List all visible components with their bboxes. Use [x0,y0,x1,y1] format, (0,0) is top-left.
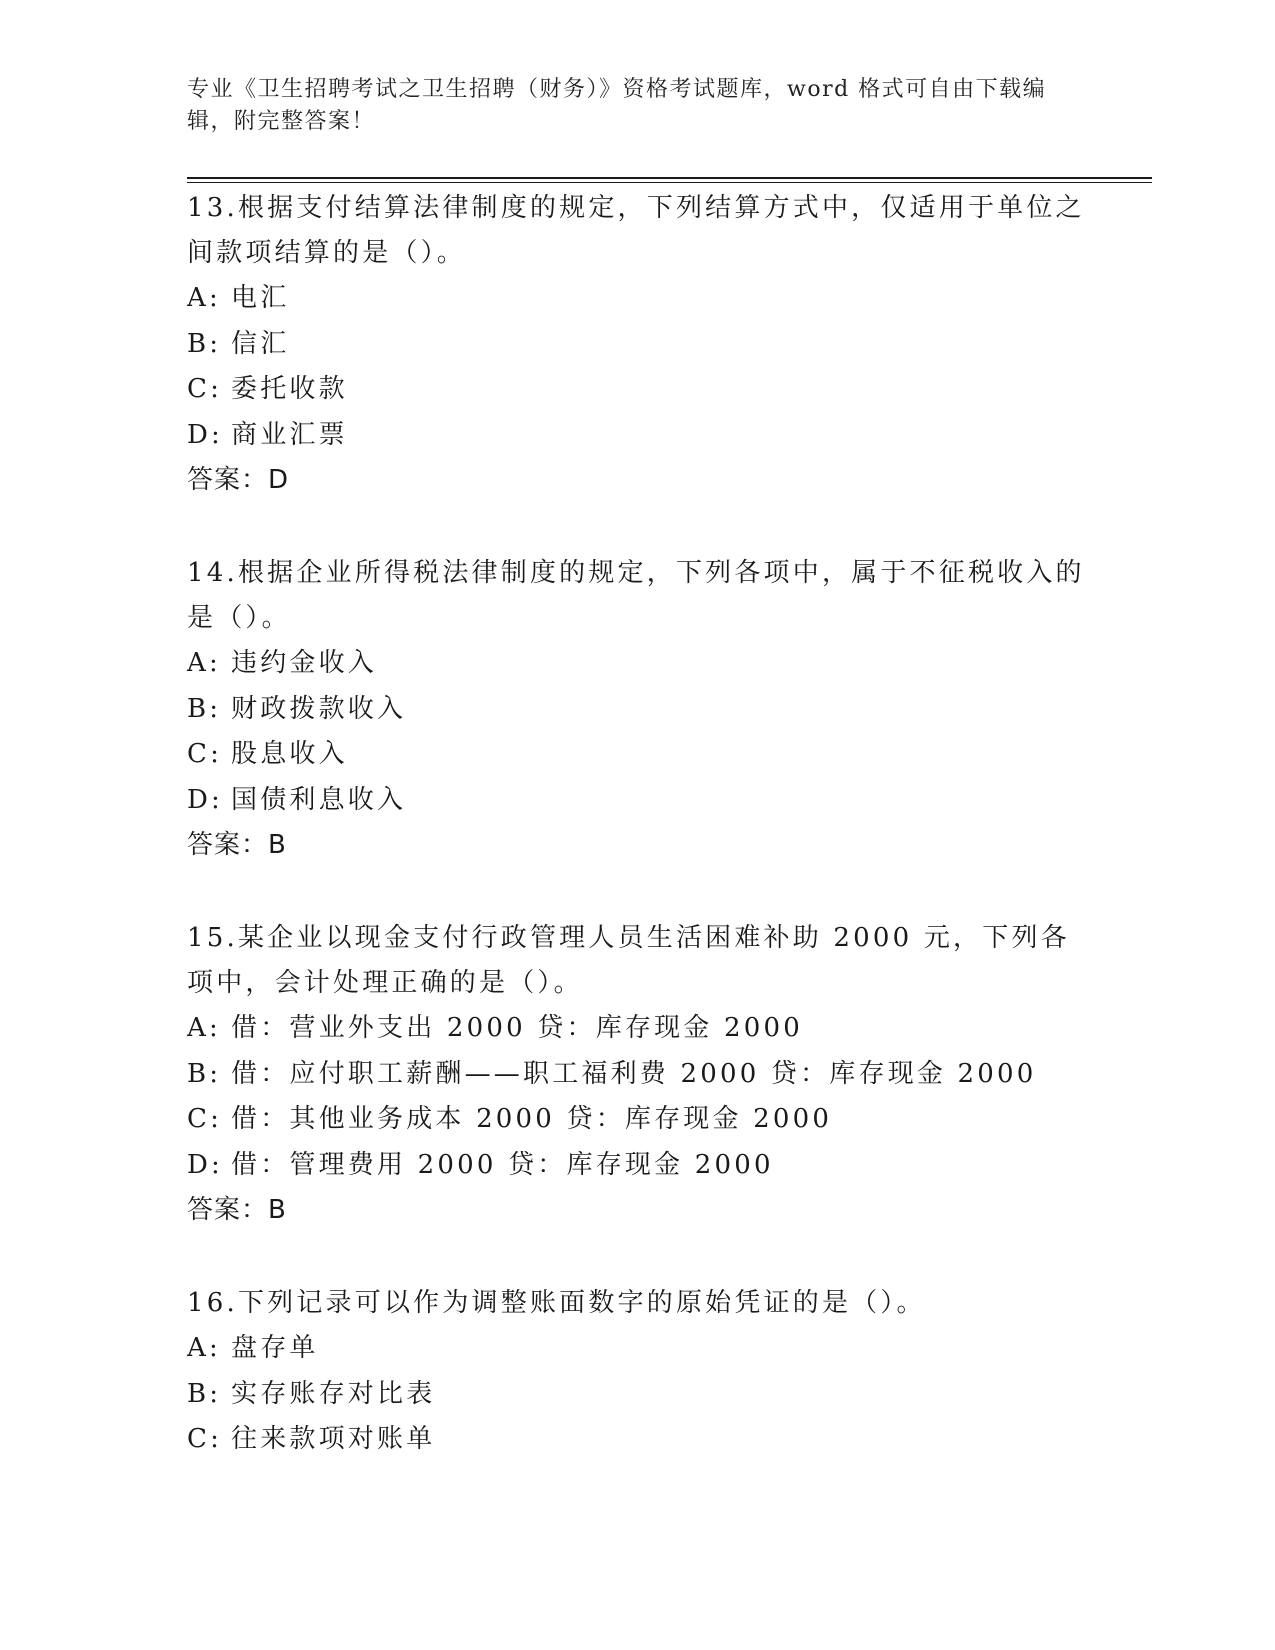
answer-line: 答案：B [187,830,287,860]
question-spacer [187,1233,1087,1281]
option-text: 财政拨款收入 [231,693,407,724]
option-b [187,322,1087,368]
option-text: 实存账存对比表 [231,1378,436,1409]
option-c [187,732,1087,778]
question-spacer [187,868,1087,916]
option-letter: D: [187,784,224,815]
option-text: 借：其他业务成本 2000 贷：库存现金 2000 [231,1104,833,1134]
option-letter: C: [187,739,223,769]
question-stem: 16.下列记录可以作为调整账面数字的原始凭证的是（）。 [187,1288,926,1318]
answer-line: 答案：B [187,1195,287,1225]
answer-line: 答案：D [187,465,290,495]
option-letter: B: [187,693,222,724]
option-d [187,1143,1087,1189]
option-text: 信汇 [231,328,290,359]
header-divider-thick [187,177,1152,179]
option-text: 违约金收入 [231,648,378,678]
option-text: 借：管理费用 2000 贷：库存现金 2000 [231,1149,774,1180]
option-a [187,1006,1087,1052]
option-text: 电汇 [231,283,290,313]
option-b [187,1372,1087,1418]
question-14 [187,551,1087,868]
option-text: 国债利息收入 [231,784,407,815]
option-letter: D: [187,419,224,450]
question-stem: 15.某企业以现金支付行政管理人员生活困难补助 2000 元，下列各项中，会计处理正确的是（）。 [187,923,1070,998]
option-letter: C: [187,1424,223,1454]
option-text: 借：营业外支出 2000 贷：库存现金 2000 [231,1013,803,1043]
question-stem: 14.根据企业所得税法律制度的规定，下列各项中，属于不征税收入的是（）。 [187,558,1085,633]
header-divider-thin [187,182,1152,183]
option-text: 委托收款 [231,374,348,404]
option-text: 股息收入 [231,739,348,769]
option-letter: B: [187,1058,222,1089]
option-b [187,1052,1087,1098]
option-text: 盘存单 [231,1333,319,1363]
option-c [187,1417,1087,1463]
option-text: 借：应付职工薪酬——职工福利费 2000 贷：库存现金 2000 [231,1058,1037,1089]
option-c [187,367,1087,413]
option-letter: D: [187,1149,224,1180]
option-letter: B: [187,328,222,359]
option-text: 往来款项对账单 [231,1424,436,1454]
option-d [187,413,1087,459]
option-d [187,778,1087,824]
question-15 [187,916,1087,1233]
question-16 [187,1281,1087,1463]
option-letter: A: [187,648,221,678]
option-letter: C: [187,1104,223,1134]
option-letter: A: [187,1013,221,1043]
option-text: 商业汇票 [231,419,348,450]
option-letter: C: [187,374,223,404]
option-a [187,641,1087,687]
question-list [187,186,1087,1463]
option-letter: B: [187,1378,222,1409]
question-spacer [187,503,1087,551]
option-c [187,1097,1087,1143]
option-letter: A: [187,283,221,313]
option-b [187,687,1087,733]
document-intro: 专业《卫生招聘考试之卫生招聘（财务）》资格考试题库，word 格式可自由下载编辑，附完整答案！ [187,77,1047,134]
question-stem: 13.根据支付结算法律制度的规定，下列结算方式中，仅适用于单位之间款项结算的是（）。 [187,193,1085,268]
option-a [187,276,1087,322]
option-letter: A: [187,1333,221,1363]
question-13 [187,186,1087,503]
option-a [187,1326,1087,1372]
